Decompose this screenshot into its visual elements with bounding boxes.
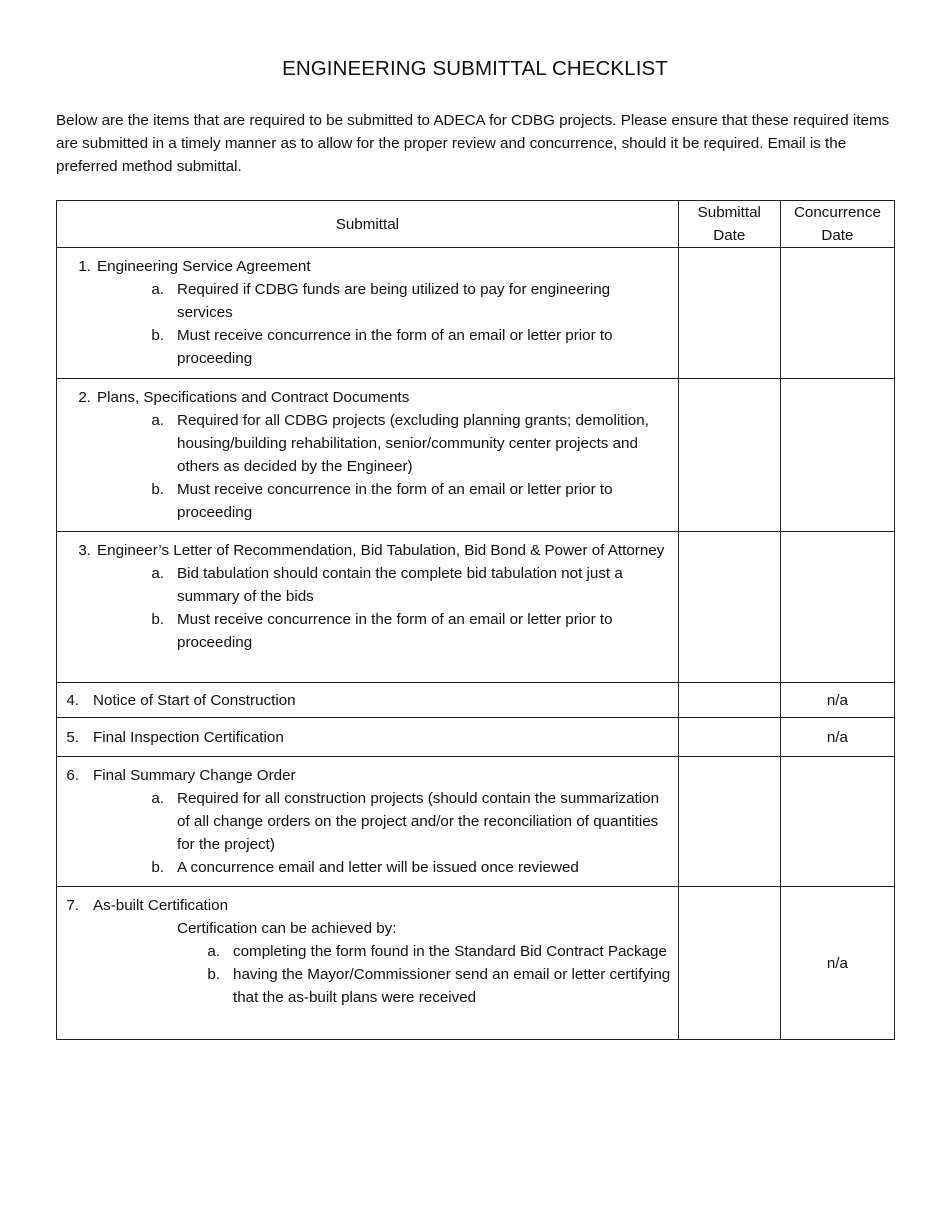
subitem-text: Must receive concurrence in the form of an email or letter prior to proceeding xyxy=(177,481,613,521)
subitem-text: Must receive concurrence in the form of an email or letter prior to proceeding xyxy=(177,327,613,367)
table-row xyxy=(57,887,895,1040)
item-title: Notice of Start of Construction xyxy=(93,691,296,709)
submittal-cell xyxy=(57,379,679,532)
item-number: 1. xyxy=(78,258,91,275)
header-concurrence-date-line1: Concurrence xyxy=(793,204,881,221)
submittal-date-cell[interactable] xyxy=(678,887,780,1040)
subitem-letter: b. xyxy=(151,327,164,344)
concurrence-date-cell[interactable]: n/a xyxy=(780,887,894,1040)
item-number: 5. xyxy=(66,728,79,746)
subitem xyxy=(57,787,678,856)
subitem-text: Must receive concurrence in the form of an email or letter prior to proceeding xyxy=(177,611,613,651)
submittal-date-cell[interactable] xyxy=(678,532,780,683)
concurrence-date-cell[interactable] xyxy=(780,757,894,887)
subitem-letter: a. xyxy=(151,565,164,582)
item-heading xyxy=(57,255,678,278)
subitem-text: A concurrence email and letter will be issued once reviewed xyxy=(177,859,579,876)
item-heading xyxy=(57,539,678,562)
item-number: 4. xyxy=(66,691,79,709)
submittal-cell xyxy=(57,718,679,757)
concurrence-date-cell[interactable]: n/a xyxy=(780,683,894,718)
item-title: Engineering Service Agreement xyxy=(97,258,311,275)
subitem xyxy=(57,324,678,370)
subitem-letter: b. xyxy=(151,611,164,628)
submittal-date-cell[interactable] xyxy=(678,379,780,532)
header-submittal-label: Submittal xyxy=(335,215,400,233)
item-number: 6. xyxy=(66,767,79,784)
header-concurrence-date xyxy=(780,201,894,248)
header-submittal xyxy=(57,201,679,248)
table-row xyxy=(57,718,895,757)
table-row xyxy=(57,532,895,683)
concurrence-date-cell[interactable] xyxy=(780,532,894,683)
table-row xyxy=(57,379,895,532)
item-number: 7. xyxy=(66,897,79,914)
subitem-text: Bid tabulation should contain the complete bid tabulation not just a summary of the bids xyxy=(177,565,623,605)
submittal-cell xyxy=(57,683,679,718)
item-title: Final Summary Change Order xyxy=(93,767,296,784)
item-title: Engineer’s Letter of Recommendation, Bid Tabulation, Bid Bond & Power of Attorney xyxy=(97,542,665,559)
header-submittal-date-line1: Submittal xyxy=(697,204,761,221)
header-concurrence-date-line2: Date xyxy=(821,227,854,244)
header-submittal-date xyxy=(678,201,780,248)
subitem-text: having the Mayor/Commissioner send an email or letter certifying that the as-built plans were received xyxy=(233,966,671,1006)
submittal-cell xyxy=(57,757,679,887)
item-heading xyxy=(57,689,678,712)
subitem-letter: a. xyxy=(151,412,164,429)
item-title: As-built Certification xyxy=(93,897,229,914)
subitem-letter: b. xyxy=(207,966,220,983)
subitem xyxy=(57,856,678,879)
subitem-letter: b. xyxy=(151,481,164,498)
subitem-text: Required for all CDBG projects (excluding planning grants; demolition, housing/building rehabilitation, senior/community center projects and others as decided by the Engineer) xyxy=(177,412,649,475)
concurrence-date-cell[interactable] xyxy=(780,248,894,379)
table-row xyxy=(57,248,895,379)
subitem xyxy=(57,278,678,324)
concurrence-date-cell[interactable]: n/a xyxy=(780,718,894,757)
subitem-letter: a. xyxy=(207,943,220,960)
item-heading xyxy=(57,764,678,787)
submittal-date-cell[interactable] xyxy=(678,248,780,379)
header-submittal-date-line2: Date xyxy=(713,227,746,244)
submittal-date-cell[interactable] xyxy=(678,757,780,887)
intro-paragraph: Below are the items that are required to be submitted to ADECA for CDBG projects. Please ensure that these required items are submitted in a timely manner as to allow for the proper review and concurrence, should it be required. Email is the preferred method submittal. xyxy=(56,112,890,175)
item-title: Plans, Specifications and Contract Documents xyxy=(97,389,410,406)
submittal-date-cell[interactable] xyxy=(678,683,780,718)
subitem xyxy=(57,478,678,524)
item-heading xyxy=(57,726,678,749)
table-row xyxy=(57,683,895,718)
subitem-text: Required for all construction projects (should contain the summarization of all change orders on the project and/or the reconciliation of quantities for the project) xyxy=(177,790,660,853)
item-number: 3. xyxy=(78,542,91,559)
submittal-cell xyxy=(57,248,679,379)
subitem xyxy=(57,940,678,963)
subitem xyxy=(57,562,678,608)
subitem-text: Required if CDBG funds are being utilized to pay for engineering services xyxy=(177,281,611,321)
item-number: 2. xyxy=(78,389,91,406)
subitem xyxy=(57,963,678,1009)
subitem xyxy=(57,608,678,654)
item-intro: Certification can be achieved by: xyxy=(177,920,397,937)
submittal-checklist-table xyxy=(56,200,895,1040)
submittal-date-cell[interactable] xyxy=(678,718,780,757)
subitem-text: completing the form found in the Standard Bid Contract Package xyxy=(233,943,667,960)
table-row xyxy=(57,757,895,887)
subitem-letter: a. xyxy=(151,790,164,807)
table-header-row xyxy=(57,201,895,248)
item-title: Final Inspection Certification xyxy=(93,728,284,746)
subitem-letter: a. xyxy=(151,281,164,298)
item-heading xyxy=(57,894,678,917)
submittal-cell xyxy=(57,887,679,1040)
concurrence-date-cell[interactable] xyxy=(780,379,894,532)
subitem-letter: b. xyxy=(151,859,164,876)
submittal-cell xyxy=(57,532,679,683)
subitem xyxy=(57,409,678,478)
page-title: ENGINEERING SUBMITTAL CHECKLIST xyxy=(282,57,668,80)
item-heading xyxy=(57,386,678,409)
